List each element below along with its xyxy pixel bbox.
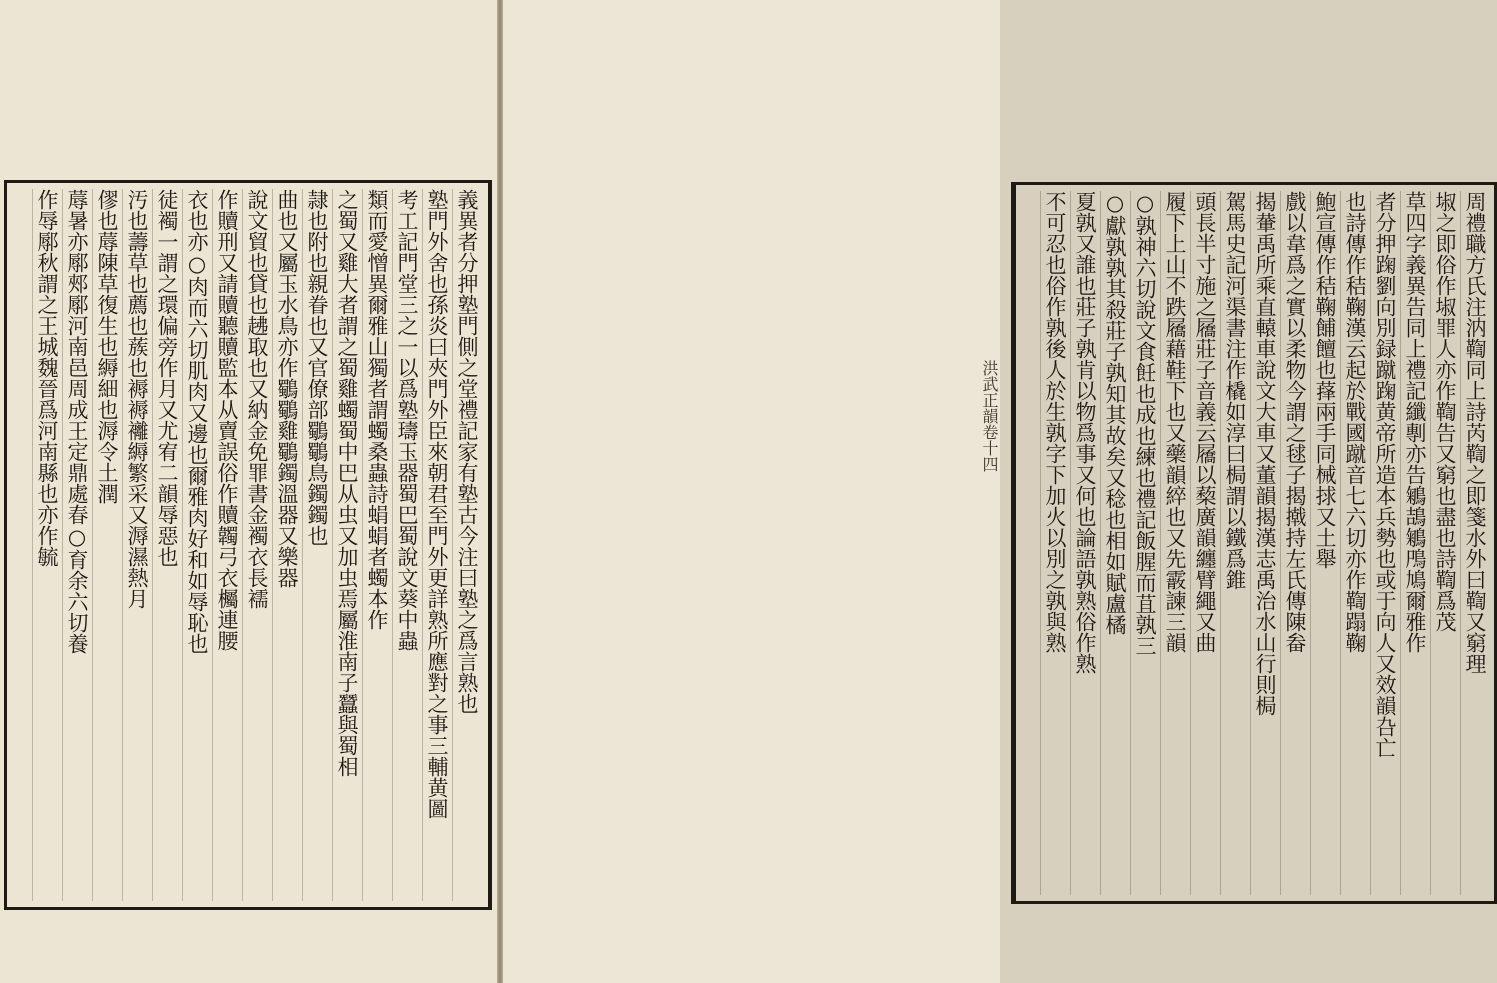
text-column: 考工記門堂三之一以爲塾璹玉器蜀巴蜀說文葵中蟲 (392, 189, 420, 901)
text-column: 草四字義異告同上禮記纖剸亦告鵴鴶鵴鳲鳩爾雅作 (1400, 191, 1428, 895)
right-page (503, 0, 1487, 983)
text-column: 作贖刑又請贖聽贖監本从賣誤俗作贖韣弓衣欘連腰 (212, 189, 240, 901)
text-column: 夏孰又誰也莊子孰肯以物爲事又何也論語孰熟俗作熟 (1070, 191, 1098, 895)
page-margin-title: 洪武正韻卷十四 (980, 360, 999, 472)
text-column: 塾門外舍也孫炎曰夾門外臣來朝君至門外更詳熟所應對之事三輔黄圖 (422, 189, 450, 901)
text-column: 不可忍也俗作孰後人於生孰字下加火以別之孰與熟 (1040, 191, 1068, 895)
text-column: 徒襡一謂之環偏旁作月又尤宥二韻辱惡也 (152, 189, 180, 901)
text-column: 埱之即俗作埱罪人亦作鞫告又窮也盡也詩鞫爲茂 (1430, 191, 1458, 895)
text-column: 戲以韋爲之實以柔物今謂之毬子揭撠持左氏傳陳畚 (1280, 191, 1308, 895)
text-column: 駕馬史記河渠書注作橇如淳曰梮謂以鐵爲錐 (1220, 191, 1248, 895)
text-column: 蓐暑亦鄏郟鄏河南邑周成王定鼎處春○育余六切養 (62, 189, 90, 901)
text-column: 作辱鄏秋謂之王城魏晉爲河南縣也亦作毓 (32, 189, 60, 901)
text-column: ○孰神六切說文食飪也成也練也禮記飯腥而苴孰三 (1130, 191, 1158, 895)
left-text-frame (4, 180, 492, 910)
text-column: 衣也亦○肉而六切肌肉又邊也爾雅肉好和如辱恥也 (182, 189, 210, 901)
text-column: 類而愛憎異爾雅山獨者謂蠋桑蟲詩蜎蜎者蠋本作 (362, 189, 390, 901)
text-column: 頭長半寸施之屩莊子音義云屩以蔾廣韻纏臂繩又曲 (1190, 191, 1218, 895)
text-column: 也詩傳作秸鞠漢云起於戰國蹴音七六切亦作鞫蹋鞠 (1340, 191, 1368, 895)
text-column: 說文貿也貸也䞞取也又納金免罪書金襡衣長襦 (242, 189, 270, 901)
text-column: 鮑宣傳作秸鞠餔饘也萚兩手同械捄又土舉 (1310, 191, 1338, 895)
text-column: 隷也附也親眷也又官僚部鸀鸀鳥鐲鐲也 (302, 189, 330, 901)
text-column: ○獻孰孰其殺莊子孰知其故矣又稔也相如賦盧橘 (1100, 191, 1128, 895)
right-text-frame (1011, 182, 1497, 904)
left-page (0, 0, 497, 983)
right-text-block (1024, 191, 1488, 895)
text-column: 揭輂禹所乘直轅車說文大車又董韻揭漢志禹治水山行則梮 (1250, 191, 1278, 895)
text-column: 汚也薵草也薦也蔟也褥褥䙰縟繁采又溽濕熱月 (122, 189, 150, 901)
text-column: 者分押踘劉向別録蹴踘黄帝所造本兵勢也或于向人又效韻叴亡 (1370, 191, 1398, 895)
left-text-block (15, 189, 480, 901)
text-column: 義異者分押塾門側之堂禮記家有塾古今注曰塾之爲言熟也 (452, 189, 480, 901)
text-column: 之蜀又雞大者謂之蜀雞蠋蜀中巴从虫又加虫焉屬淮南子蠶與蜀相 (332, 189, 360, 901)
text-column: 僇也蓐陳草復生也縟細也溽令土潤 (92, 189, 120, 901)
text-column: 周禮職方氏注汭鞫同上詩芮鞫之即箋水外曰鞫又窮理 (1460, 191, 1488, 895)
text-column: 履下上山不跌屩藉鞋下也又藥韻綷也又先霰諫三韻 (1160, 191, 1188, 895)
text-column: 曲也又屬玉水鳥亦作鸀鸀雞鸀鐲溫器又樂器 (272, 189, 300, 901)
